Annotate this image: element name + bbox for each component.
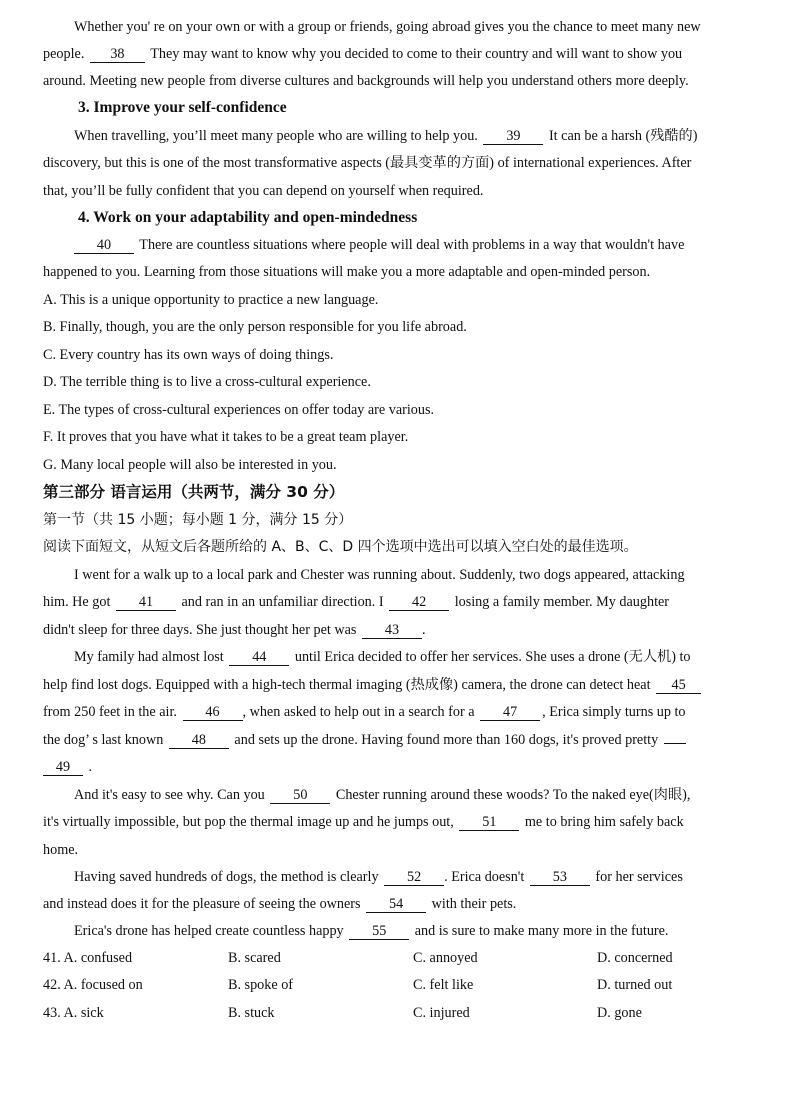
q41-option-c[interactable]: C. annoyed: [413, 950, 478, 966]
blank-49[interactable]: 49: [43, 760, 83, 776]
paragraph-line: that, you’ll be fully confident that you can depend on yourself when required.: [43, 183, 484, 199]
option-e: E. The types of cross-cultural experiences on offer today are various.: [43, 402, 435, 418]
paragraph-line: discovery, but this is one of the most transformative aspects (最具变革的方面) of international experiences. After: [43, 155, 692, 171]
q42-option-c[interactable]: C. felt like: [413, 977, 474, 993]
option-g: G. Many local people will also be interested in you.: [43, 457, 337, 473]
section-heading-3: 3. Improve your self-confidence: [78, 99, 287, 116]
blank-50[interactable]: 50: [270, 788, 330, 804]
q42-option-a[interactable]: 42. A. focused on: [43, 977, 143, 993]
blank-49-lead: [664, 743, 686, 744]
paragraph-line: happened to you. Learning from those situations will make you a more adaptable and open-minded person.: [43, 264, 651, 280]
q41-option-d[interactable]: D. concerned: [597, 950, 673, 966]
cloze-line: it's virtually impossible, but pop the thermal image up and he jumps out, 51 me to bring him safely back: [43, 814, 684, 830]
section-one-title: 第一节（共 15 小题；每小题 1 分，满分 15 分）: [43, 512, 353, 528]
cloze-line: home.: [43, 842, 79, 858]
cloze-line: him. He got 41 and ran in an unfamiliar direction. I 42 losing a family member. My daughter: [43, 594, 670, 610]
blank-46[interactable]: 46: [183, 705, 243, 721]
blank-47[interactable]: 47: [480, 705, 540, 721]
part-three-title: 第三部分 语言运用（共两节，满分 30 分）: [43, 483, 345, 501]
blank-51[interactable]: 51: [459, 815, 519, 831]
q43-option-b[interactable]: B. stuck: [228, 1005, 275, 1021]
cloze-line: My family had almost lost 44 until Erica decided to offer her services. She uses a drone (无人机) to: [74, 649, 691, 665]
q41-option-a[interactable]: 41. A. confused: [43, 950, 133, 966]
blank-52[interactable]: 52: [384, 870, 444, 886]
blank-40[interactable]: 40: [74, 238, 134, 254]
option-d: D. The terrible thing is to live a cross-cultural experience.: [43, 374, 371, 390]
blank-39[interactable]: 39: [483, 129, 543, 145]
q41-option-b[interactable]: B. scared: [228, 950, 281, 966]
option-f: F. It proves that you have what it takes to be a great team player.: [43, 429, 409, 445]
cloze-line: from 250 feet in the air. 46 , when asked to help out in a search for a 47 , Erica simply turns up to: [43, 704, 686, 720]
blank-45[interactable]: 45: [656, 678, 701, 694]
cloze-line: the dog’ s last known 48 and sets up the drone. Having found more than 160 dogs, it's proved pretty: [43, 731, 688, 749]
cloze-line: didn't sleep for three days. She just thought her pet was 43 .: [43, 622, 426, 638]
cloze-line: and instead does it for the pleasure of seeing the owners 54 with their pets.: [43, 896, 517, 912]
cloze-line: I went for a walk up to a local park and Chester was running about. Suddenly, two dogs appeared, attacking: [74, 567, 685, 583]
paragraph-line: people. 38 They may want to know why you decided to come to their country and will want to show you: [43, 46, 683, 62]
q42-option-d[interactable]: D. turned out: [597, 977, 673, 993]
section-heading-4: 4. Work on your adaptability and open-mindedness: [78, 209, 418, 226]
q43-option-c[interactable]: C. injured: [413, 1005, 470, 1021]
blank-41[interactable]: 41: [116, 595, 176, 611]
instruction-text: 阅读下面短文，从短文后各题所给的 A、B、C、D 四个选项中选出可以填入空白处的最佳选项。: [43, 539, 638, 555]
paragraph-line: 40 There are countless situations where people will deal with problems in a way that wouldn't have: [74, 236, 684, 254]
cloze-line: Erica's drone has helped create countless happy 55 and is sure to make many more in the future.: [74, 923, 669, 939]
blank-43[interactable]: 43: [362, 623, 422, 639]
option-b: B. Finally, though, you are the only person responsible for you life abroad.: [43, 319, 467, 335]
blank-48[interactable]: 48: [169, 733, 229, 749]
cloze-line: And it's easy to see why. Can you 50 Chester running around these woods? To the naked eye(肉眼),: [74, 787, 691, 803]
cloze-line: Having saved hundreds of dogs, the method is clearly 52 . Erica doesn't 53 for her services: [74, 869, 683, 885]
blank-38[interactable]: 38: [90, 47, 145, 63]
cloze-line: help find lost dogs. Equipped with a high-tech thermal imaging (热成像) camera, the drone can detect heat 45: [43, 676, 703, 694]
blank-54[interactable]: 54: [366, 897, 426, 913]
q42-option-b[interactable]: B. spoke of: [228, 977, 294, 993]
q43-option-a[interactable]: 43. A. sick: [43, 1005, 104, 1021]
blank-53[interactable]: 53: [530, 870, 590, 886]
blank-42[interactable]: 42: [389, 595, 449, 611]
paragraph-line: around. Meeting new people from diverse cultures and backgrounds will help you understand others more deeply.: [43, 73, 689, 89]
blank-55[interactable]: 55: [349, 924, 409, 940]
q43-option-d[interactable]: D. gone: [597, 1005, 642, 1021]
option-a: A. This is a unique opportunity to practice a new language.: [43, 292, 379, 308]
cloze-line: 49 .: [43, 758, 92, 776]
blank-44[interactable]: 44: [229, 650, 289, 666]
paragraph-line: When travelling, you’ll meet many people who are willing to help you. 39 It can be a harsh (残酷的): [74, 128, 698, 144]
paragraph-line: Whether you' re on your own or with a group or friends, going abroad gives you the chance to meet many new: [74, 19, 701, 35]
option-c: C. Every country has its own ways of doing things.: [43, 347, 334, 363]
